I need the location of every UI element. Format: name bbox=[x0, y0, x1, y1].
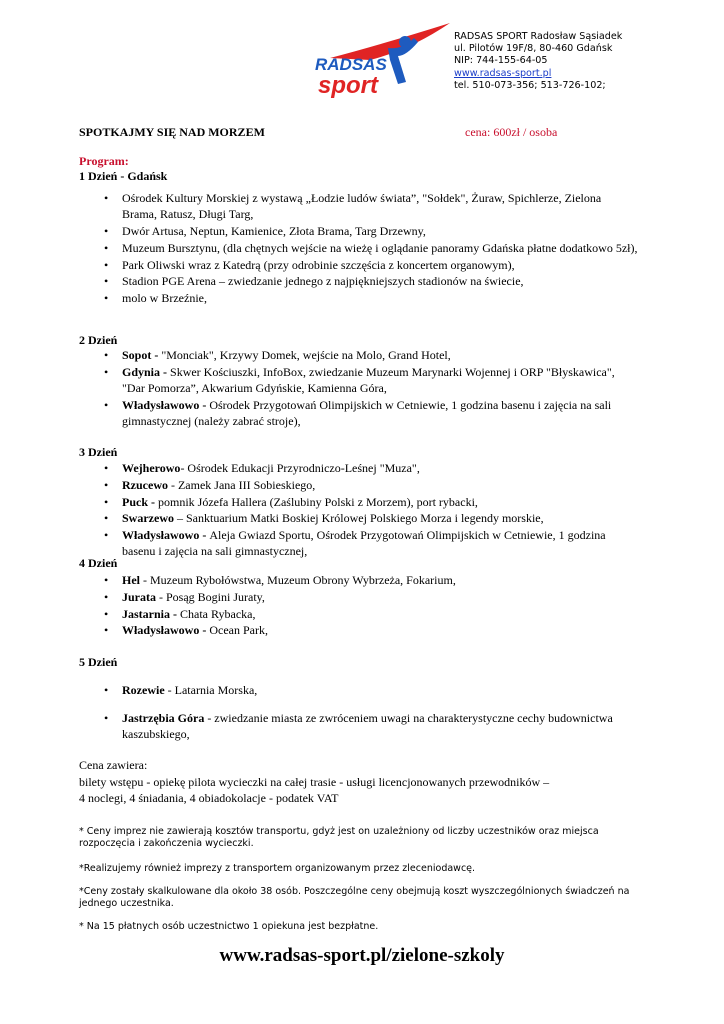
offer-price: cena: 600zł / osoba bbox=[465, 125, 558, 139]
day-1-list bbox=[79, 190, 639, 307]
bullet-icon: • bbox=[104, 683, 109, 697]
item-text: "Monciak", Krzywy Domek, wejście na Molo, Grand Hotel, bbox=[161, 348, 451, 362]
note-group-size: *Ceny zostały skalkulowane dla około 38 osób. Poszczególne ceny obejmują koszt wyszczególnionych świadczeń na jednego uczestnika. bbox=[79, 886, 630, 909]
item-text: Dwór Artusa, Neptun, Kamienice, Złota Brama, Targ Drzewny, bbox=[122, 224, 426, 238]
item-text: - Zamek Jana III Sobieskiego, bbox=[167, 477, 316, 492]
bullet-icon: • bbox=[104, 461, 109, 475]
bullet-icon: • bbox=[104, 240, 109, 255]
item-text: Stadion PGE Arena – zwiedzanie jednego z najpiękniejszych stadionów na świecie, bbox=[122, 274, 524, 289]
item-place: Swarzewo bbox=[122, 511, 174, 526]
list-item bbox=[79, 290, 639, 306]
list-item bbox=[79, 460, 639, 476]
item-place: Władysławowo - bbox=[122, 623, 210, 638]
company-phone: tel. 510-073-356; 513-726-102; bbox=[454, 79, 606, 91]
logo-text-top: RADSAS bbox=[315, 55, 387, 74]
list-item bbox=[79, 240, 639, 256]
day-5-list bbox=[79, 682, 639, 743]
bullet-icon: • bbox=[104, 623, 109, 638]
bullet-icon: • bbox=[104, 477, 109, 492]
includes-line-2: 4 noclegi, 4 śniadania, 4 obiadokolacje - podatek VAT bbox=[79, 791, 339, 805]
item-place: Jastarnia - bbox=[122, 606, 180, 621]
item-text: - Muzeum Rybołówstwa, Muzeum Obrony Wybrzeża, Fokarium, bbox=[140, 573, 456, 587]
price-includes bbox=[79, 757, 679, 807]
company-name: RADSAS SPORT Radosław Sąsiadek bbox=[454, 31, 623, 42]
item-text: Park Oliwski wraz z Katedrą (przy odrobinie szczęścia z koncertem organowym), bbox=[122, 257, 515, 272]
item-text: Ośrodek Kultury Morskiej z wystawą „Łodzie ludów świata”, "Sołdek", Żuraw, Spichlerze, Zielona Brama, Ratusz, Długi Targ, bbox=[122, 191, 602, 222]
bullet-icon: • bbox=[104, 348, 109, 362]
bullet-icon: • bbox=[104, 573, 109, 587]
program-label: Program: bbox=[79, 154, 129, 168]
day-1-title: 1 Dzień - Gdańsk bbox=[79, 169, 168, 183]
logo-text-bottom: sport bbox=[318, 72, 378, 99]
list-item bbox=[79, 273, 639, 289]
item-place: Wejherowo bbox=[122, 461, 181, 475]
day-3-list bbox=[79, 460, 639, 560]
list-item bbox=[79, 494, 639, 510]
company-info bbox=[454, 31, 622, 92]
item-place: Władysławowo - bbox=[122, 397, 210, 412]
item-text: - Posąg Bogini Juraty, bbox=[156, 589, 265, 604]
bullet-icon: • bbox=[104, 711, 109, 726]
list-item bbox=[79, 190, 639, 222]
item-text: - Latarnia Morska, bbox=[164, 683, 258, 697]
bullet-icon: • bbox=[104, 494, 109, 509]
footer-url[interactable]: www.radsas-sport.pl/zielone-szkoly bbox=[219, 945, 505, 966]
list-item bbox=[79, 397, 639, 429]
company-nip: NIP: 744-155-64-05 bbox=[454, 55, 548, 67]
item-text: - zwiedzanie miasta ze zwróceniem uwagi na charakterystyczne cechy budownictwa kaszubskiego, bbox=[122, 711, 613, 742]
company-address: ul. Pilotów 19F/8, 80-460 Gdańsk bbox=[454, 43, 613, 55]
list-item bbox=[79, 622, 639, 638]
item-text: Ocean Park, bbox=[209, 623, 268, 638]
item-text: Ośrodek Przygotowań Olimpijskich w Cetniewie, 1 godzina basenu i zajęcia na sali gimnastycznej (należy zabrać stroje), bbox=[122, 397, 612, 428]
list-item bbox=[79, 710, 639, 742]
includes-label: Cena zawiera: bbox=[79, 758, 148, 772]
list-item bbox=[79, 572, 639, 588]
bullet-icon: • bbox=[104, 274, 109, 289]
bullet-icon: • bbox=[104, 511, 109, 526]
item-place: Gdynia - bbox=[122, 364, 171, 379]
item-text: Chata Rybacka, bbox=[180, 606, 256, 621]
note-transport: * Ceny imprez nie zawierają kosztów transportu, gdyż jest on uzależniony od liczby uczestników oraz miejsca rozpoczęcia i zakończenia wycieczki. bbox=[79, 826, 599, 849]
item-place: Rzucewo bbox=[122, 477, 168, 492]
item-text: - Ośrodek Edukacji Przyrodniczo-Leśnej "Muza", bbox=[180, 461, 420, 475]
company-logo bbox=[310, 20, 455, 100]
note-free-guardian: * Na 15 płatnych osób uczestnictwo 1 opiekuna jest bezpłatne. bbox=[79, 921, 379, 932]
item-place: Jurata bbox=[122, 589, 156, 604]
list-item bbox=[79, 223, 639, 239]
list-item bbox=[79, 347, 639, 363]
list-item bbox=[79, 477, 639, 493]
day-3-title: 3 Dzień bbox=[79, 445, 118, 459]
bullet-icon: • bbox=[104, 191, 109, 205]
item-text: pomnik Józefa Hallera (Zaślubiny Polski z Morzem), port rybacki, bbox=[158, 494, 478, 509]
list-item bbox=[79, 257, 639, 273]
bullet-icon: • bbox=[104, 224, 109, 238]
day-4-list bbox=[79, 572, 639, 639]
item-place: Jastrzębia Góra bbox=[122, 711, 205, 726]
item-place: Sopot - bbox=[122, 348, 162, 362]
item-place: Rozewie bbox=[122, 683, 165, 697]
bullet-icon: • bbox=[104, 589, 109, 604]
note-own-transport: *Realizujemy również imprezy z transportem organizowanym przez zleceniodawcę. bbox=[79, 863, 476, 874]
item-text: – Sanktuarium Matki Boskiej Królowej Polskiego Morza i legendy morskie, bbox=[173, 511, 544, 526]
list-item bbox=[79, 510, 639, 526]
item-place: Hel bbox=[122, 573, 140, 587]
day-5-title: 5 Dzień bbox=[79, 655, 118, 669]
bullet-icon: • bbox=[104, 606, 109, 621]
item-place: Puck - bbox=[122, 494, 158, 509]
list-item bbox=[79, 589, 639, 605]
day-4-title: 4 Dzień bbox=[79, 556, 118, 570]
company-website-link[interactable]: www.radsas-sport.pl bbox=[454, 67, 552, 79]
bullet-icon: • bbox=[104, 397, 109, 412]
bullet-icon: • bbox=[104, 364, 109, 379]
includes-line-1: bilety wstępu - opiekę pilota wycieczki na całej trasie - usługi licencjonowanych przewodników – bbox=[79, 774, 550, 789]
item-text: molo w Brzeźnie, bbox=[122, 291, 207, 306]
list-item bbox=[79, 527, 639, 559]
item-place: Władysławowo - bbox=[122, 528, 210, 543]
item-text: Aleja Gwiazd Sportu, Ośrodek Przygotowań Olimpijskich w Cetniewie, 1 godzina basenu i zajęcia na sali gimnastycznej, bbox=[122, 528, 606, 559]
bullet-icon: • bbox=[104, 291, 109, 306]
item-text: Muzeum Bursztynu, (dla chętnych wejście na wieżę i oglądanie panoramy Gdańska płatne dodatkowo 5zł), bbox=[122, 240, 638, 255]
item-text: Skwer Kościuszki, InfoBox, zwiedzanie Muzeum Marynarki Wojennej i ORP "Błyskawica", "Dar Pomorza”, Akwarium Gdyńskie, Kamienna Góra, bbox=[122, 364, 615, 395]
bullet-icon: • bbox=[104, 257, 109, 272]
list-item bbox=[79, 682, 639, 698]
offer-title: SPOTKAJMY SIĘ NAD MORZEM bbox=[79, 125, 265, 139]
list-item bbox=[79, 606, 639, 622]
day-2-title: 2 Dzień bbox=[79, 333, 118, 347]
list-item bbox=[79, 364, 639, 396]
bullet-icon: • bbox=[104, 528, 109, 543]
day-2-list bbox=[79, 347, 639, 430]
